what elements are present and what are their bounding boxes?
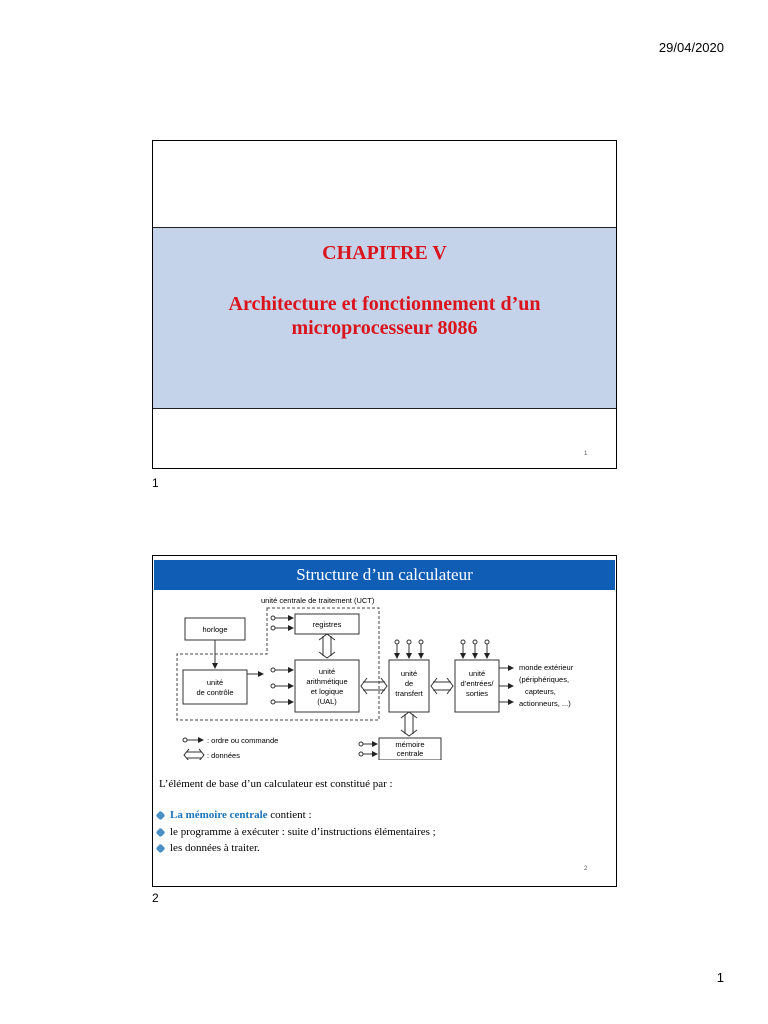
exterieur-label-4: actionneurs, ...): [519, 699, 571, 708]
controle-box: [183, 670, 247, 704]
es-label-1: unité: [468, 669, 486, 678]
bullet-bold: La mémoire centrale: [170, 809, 268, 821]
bullet-icon: [156, 810, 166, 820]
es-label-3: sorties: [465, 689, 489, 698]
exterieur-label-1: monde extérieur: [519, 663, 574, 672]
bullet-item: [157, 826, 436, 838]
controle-label-2: de contrôle: [196, 688, 234, 697]
legend-ordre: : ordre ou commande: [207, 736, 279, 745]
registres-label: registres: [312, 620, 342, 629]
bullet-item: [157, 842, 260, 854]
bullet-text: le programme à exécuter : suite d’instructions élémentaires ;: [170, 826, 436, 838]
slide-2: [152, 555, 617, 887]
es-label-2: d’entrées/: [460, 679, 494, 688]
slide-corner-number: 1: [584, 451, 588, 457]
transfert-label-3: transfert: [395, 689, 423, 698]
memoire-label-2: centrale: [396, 749, 424, 758]
exterieur-label-2: (périphériques,: [519, 675, 570, 684]
slide-number-label: 2: [152, 891, 159, 905]
bullet-icon: [156, 843, 166, 853]
title-band: [153, 227, 616, 409]
slide-title: Architecture et fonctionnement d’un microprocesseur 8086: [228, 293, 541, 339]
chapter-heading: CHAPITRE V: [322, 242, 447, 264]
ual-label-3: et logique: [310, 687, 344, 696]
memoire-label-1: mémoire: [395, 740, 425, 749]
uct-label: unité centrale de traitement (UCT): [261, 596, 375, 605]
ordre-symbol: [183, 738, 187, 742]
bullet-icon: [156, 827, 166, 837]
date: 29/04/2020: [658, 40, 724, 55]
intro-text: L’élément de base d’un calculateur est constitué par :: [159, 778, 393, 790]
slide-title: Structure d’un calculateur: [154, 560, 615, 590]
exterieur-label-3: capteurs,: [525, 687, 556, 696]
transfert-label-1: unité: [400, 669, 418, 678]
controle-label-1: unité: [206, 678, 224, 687]
ual-label-4: (UAL): [317, 697, 337, 706]
ual-label-1: unité: [318, 667, 336, 676]
bullet-text: les données à traiter.: [170, 842, 260, 854]
computer-structure-diagram: [153, 590, 616, 760]
ual-label-2: arithmétique: [306, 677, 348, 686]
page-number: 1: [716, 970, 724, 985]
legend-donnees: : données: [207, 751, 240, 760]
slide-number-label: 1: [152, 476, 159, 490]
slide-corner-number: 2: [584, 866, 588, 872]
transfert-label-2: de: [404, 679, 414, 688]
donnees-symbol: [187, 752, 201, 758]
horloge-label: horloge: [202, 625, 228, 634]
bullet-item: [157, 809, 312, 821]
bullet-text: contient :: [267, 809, 312, 821]
slide-1: [152, 140, 617, 469]
